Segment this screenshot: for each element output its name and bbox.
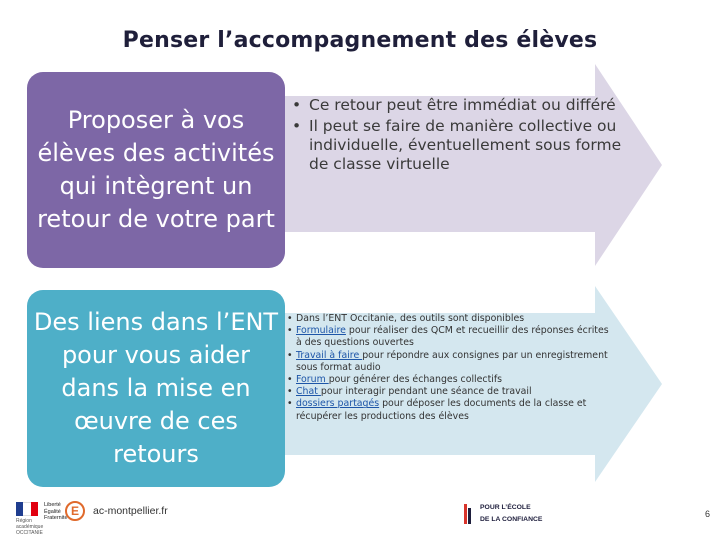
travail-a-faire-link[interactable]: Travail à faire — [296, 349, 363, 361]
republic-motto: Liberté Égalité Fraternité — [44, 502, 68, 521]
footer — [0, 494, 720, 540]
list-item: • Dans l’ENT Occitanie, des outils sont disponibles — [286, 313, 616, 325]
confiance-mark-icon — [464, 504, 478, 524]
list-item: • Ce retour peut être immédiat ou différé — [292, 96, 622, 115]
french-flag-icon — [16, 502, 38, 516]
education-logo-icon — [64, 500, 86, 522]
list-item: • dossiers partagés pour déposer les documents de la classe et récupérer les productions des élèves — [286, 398, 616, 422]
list-item: • Chat pour interagir pendant une séance de travail — [286, 386, 616, 398]
ent-links-box — [27, 290, 285, 487]
list-item: • Travail à faire pour répondre aux consignes par un enregistrement sous format audio — [286, 350, 616, 374]
slide-title: Penser l’accompagnement des élèves — [122, 28, 598, 53]
forum-link[interactable]: Forum — [296, 374, 329, 386]
svg-text:E: E — [70, 504, 80, 518]
page-number: 6 — [705, 509, 711, 519]
activities-label: Proposer à vos élèves des activités qui intègrent un retour de votre part — [37, 105, 275, 234]
ent-tools-list — [286, 313, 616, 423]
dossiers-partages-link[interactable]: dossiers partagés — [296, 398, 380, 410]
site-link[interactable]: ac-montpellier.fr — [93, 505, 168, 517]
ent-links-label: Des liens dans l’ENT pour vous aider dans la mise en œuvre de ces retours — [33, 307, 279, 469]
activities-box — [27, 72, 285, 268]
list-item: • Formulaire pour réaliser des QCM et recueillir des réponses écrites à des questions ouvertes — [286, 325, 616, 349]
feedback-list — [292, 96, 622, 176]
region-label: Région académique OCCITANIE — [16, 518, 44, 536]
chat-link[interactable]: Chat — [296, 386, 321, 398]
list-item: • Forum pour générer des échanges collectifs — [286, 374, 616, 386]
formulaire-link[interactable]: Formulaire — [296, 325, 346, 337]
ecole-confiance-logo: POUR L’ÉCOLE DE LA CONFIANCE — [462, 501, 552, 527]
list-item: • Il peut se faire de manière collective ou individuelle, éventuellement sous forme de classe virtuelle — [292, 117, 622, 174]
